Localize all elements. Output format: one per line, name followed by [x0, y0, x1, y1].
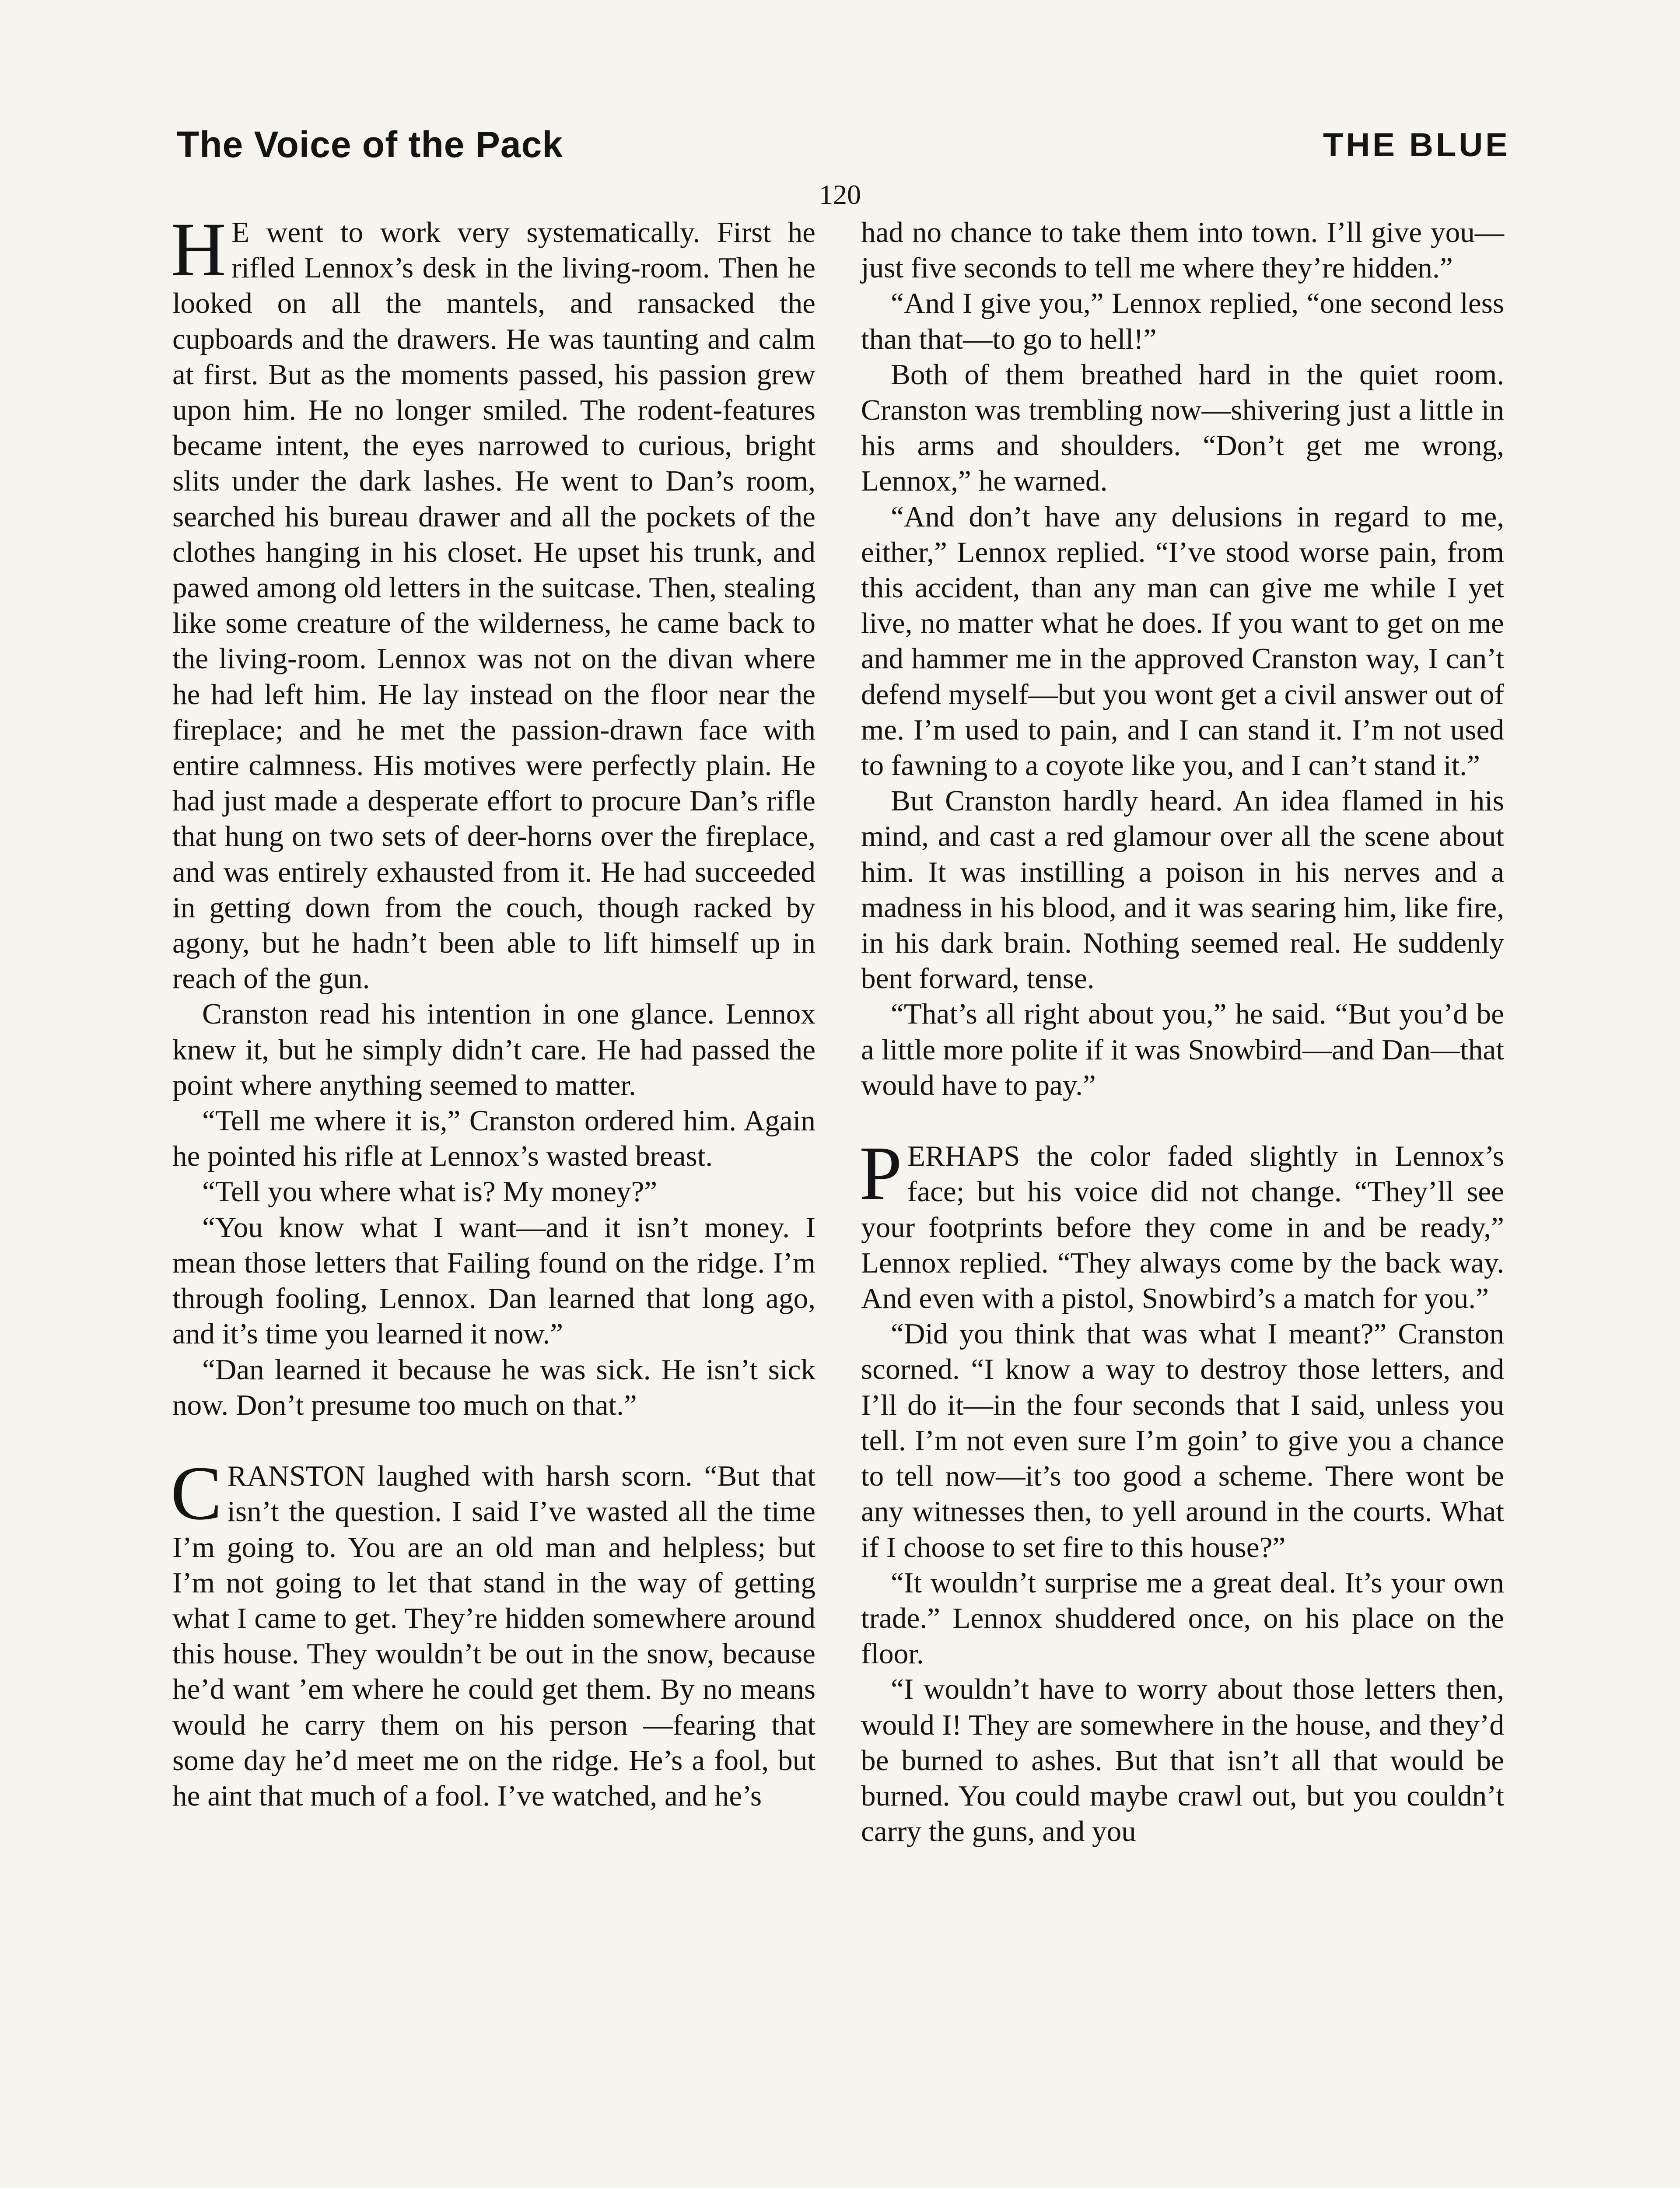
- running-head-magazine: THE BLUE: [1323, 126, 1510, 164]
- paragraph-text: E went to work very systematically. First he rifled Lennox’s desk in the living-room. Then he looked on all the mantels, and ransacked the cupboards and the drawers. He was taunting and calm at first. But as the moments passed, his passion grew upon him. He no longer smiled. The rodent-features became intent, the eyes narrowed to curious, bright slits under the dark lashes. He went to Dan’s room, searched his bureau drawer and all the pockets of the clothes hanging in his closet. He upset his trunk, and pawed among old letters in the suitcase. Then, stealing like some creature of the wilderness, he came back to the living-room. Lennox was not on the divan where he had left him. He lay instead on the floor near the fireplace; and he met the passion-drawn face with entire calmness. His motives were perfectly plain. He had just made a desperate effort to procure Dan’s rifle that hung on two sets of deer-horns over the fireplace, and was entirely exhausted from it. He had succeeded in getting down from the couch, though racked by agony, but he hadn’t been able to lift himself up in reach of the gun.: [172, 216, 816, 995]
- paragraph: “Tell me where it is,” Cranston ordered him. Again he pointed his rifle at Lennox’s wasted breast.: [172, 1104, 816, 1173]
- drop-cap: H: [171, 207, 227, 292]
- drop-cap: P: [859, 1131, 902, 1217]
- paragraph: “It wouldn’t surprise me a great deal. It’s your own trade.” Lennox shuddered once, on his place on the floor.: [861, 1566, 1504, 1670]
- paragraph: had no chance to take them into town. I’ll give you—just five seconds to tell me where they’re hidden.”: [861, 216, 1504, 284]
- paragraph-text: ERHAPS the color faded slightly in Lennox’s face; but his voice did not change. “They’ll see your footprints before they come in and be ready,” Lennox replied. “They always come by the back way. And even with a pistol, Snowbird’s a match for you.”: [861, 1140, 1504, 1315]
- paragraph: Cranston read his intention in one glance. Lennox knew it, but he simply didn’t care. He had passed the point where anything seemed to matter.: [172, 997, 816, 1101]
- page-number: 120: [819, 179, 861, 210]
- paragraph: But Cranston hardly heard. An idea flamed in his mind, and cast a red glamour over all the scene about him. It was instilling a poison in his nerves and a madness in his blood, and it was searing him, like fire, in his dark brain. Nothing seemed real. He suddenly bent forward, tense.: [861, 784, 1504, 995]
- paragraph: [859, 1131, 1504, 1316]
- right-column: [861, 214, 1504, 1849]
- left-column: [171, 207, 816, 1813]
- paragraph: [171, 1451, 816, 1813]
- paragraph: “Tell you where what is? My money?”: [202, 1175, 658, 1208]
- paragraph: “That’s all right about you,” he said. “But you’d be a little more polite if it was Snowbird—and Dan—that would have to pay.”: [861, 997, 1504, 1101]
- paragraph: “I wouldn’t have to worry about those letters then, would I! They are somewhere in the house, and they’d be burned to ashes. But that isn’t all that would be burned. You could maybe crawl out, but you couldn’t carry the guns, and you: [861, 1673, 1504, 1848]
- paragraph: “And don’t have any delusions in regard to me, either,” Lennox replied. “I’ve stood worse pain, from this accident, than any man can give me while I yet live, no matter what he does. If you want to get on me and hammer me in the approved Cranston way, I can’t defend myself—but you wont get a civil answer out of me. I’m used to pain, and I can stand it. I’m not used to fawning to a coyote like you, and I can’t stand it.”: [861, 500, 1504, 782]
- paragraph: “You know what I want—and it isn’t money. I mean those letters that Failing found on the ridge. I’m through fooling, Lennox. Dan learned that long ago, and it’s time you learned it now.”: [172, 1210, 816, 1350]
- paragraph: “Dan learned it because he was sick. He isn’t sick now. Don’t presume too much on that.”: [172, 1353, 816, 1421]
- running-head-story-title: The Voice of the Pack: [177, 124, 564, 165]
- paragraph-text: RANSTON laughed with harsh scorn. “But that isn’t the question. I said I’ve wasted all the time I’m going to. You are an old man and helpless; but I’m not going to let that stand in the way of getting what I came to get. They’re hidden somewhere around this house. They wouldn’t be out in the snow, because he’d want ’em where he could get them. By no means would he carry them on his person —fearing that some day he’d meet me on the ridge. He’s a fool, but he aint that much of a fool. I’ve watched, and he’s: [172, 1459, 816, 1812]
- paragraph: Both of them breathed hard in the quiet room. Cranston was trembling now—shivering just a little in his arms and shoulders. “Don’t get me wrong, Lennox,” he warned.: [861, 358, 1504, 498]
- paragraph: [171, 207, 816, 996]
- drop-cap: C: [171, 1451, 222, 1536]
- paragraph: “And I give you,” Lennox replied, “one second less than that—to go to hell!”: [861, 287, 1504, 355]
- paragraph: “Did you think that was what I meant?” Cranston scorned. “I know a way to destroy those letters, and I’ll do it—in the four seconds that I said, unless you tell. I’m not even sure I’m goin’ to give you a chance to tell now—it’s too good a scheme. There wont be any witnesses then, to yell around in the courts. What if I choose to set fire to this house?”: [861, 1317, 1504, 1564]
